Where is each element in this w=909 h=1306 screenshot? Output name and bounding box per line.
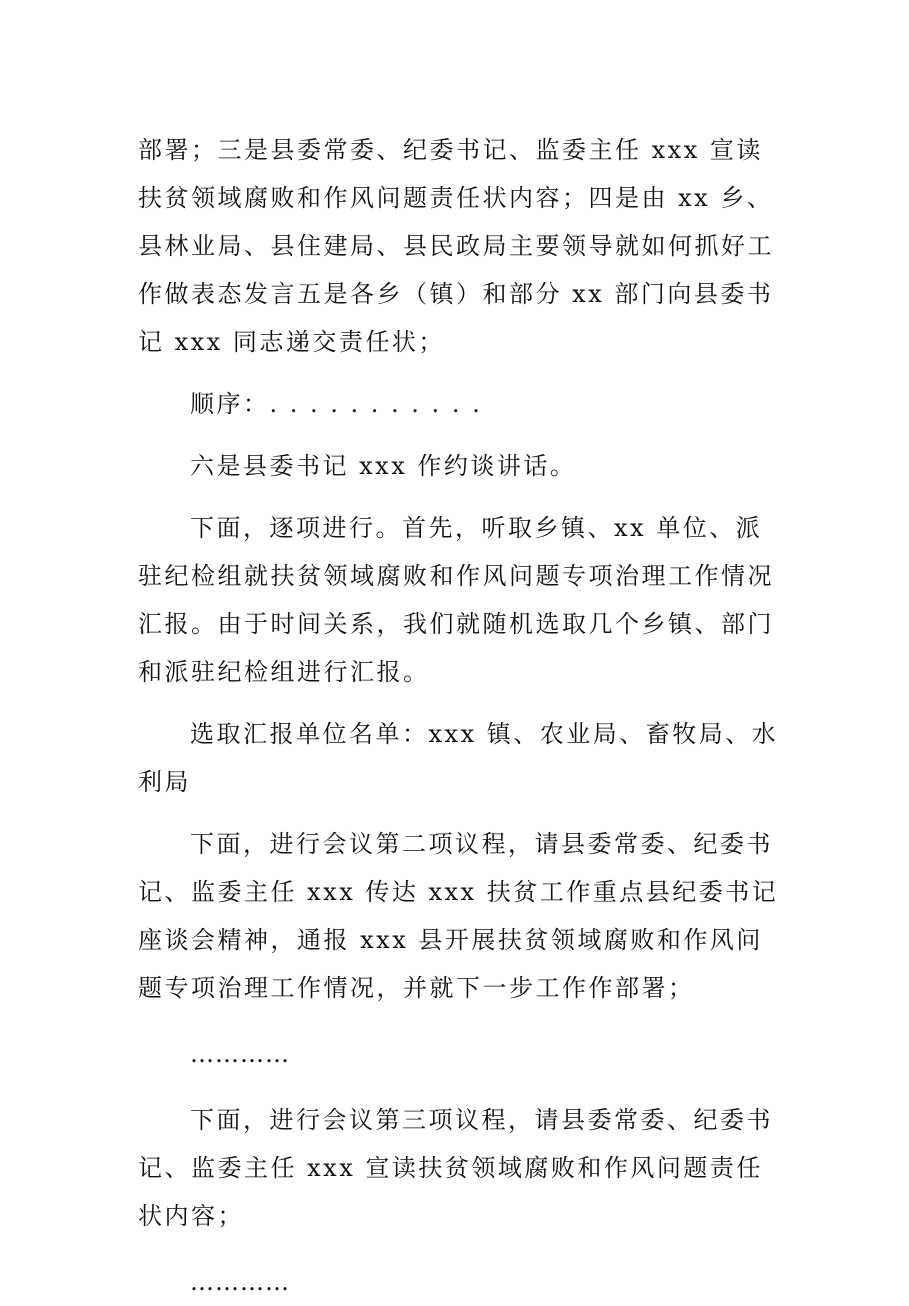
paragraph-selected-units: 选取汇报单位名单：xxx 镇、农业局、畜牧局、水利局 [138, 720, 779, 796]
paragraph-item-six: 六是县委书记 xxx 作约谈讲话。 [190, 452, 577, 480]
paragraph-ellipsis-2: ………… [190, 1268, 290, 1296]
paragraph-third-agenda: 下面，进行会议第三项议程，请县委常委、纪委书记、监委主任 xxx 宣读扶贫领域腐败和作风问题责任状内容； [138, 1106, 773, 1230]
paragraph-proceed: 下面，逐项进行。首先，听取乡镇、xx 单位、派驻纪检组就扶贫领域腐败和作风问题专项治理工作情况汇报。由于时间关系，我们就随机选取几个乡镇、部门和派驻纪检组进行汇报。 [138, 514, 774, 686]
paragraph-second-agenda: 下面，进行会议第二项议程，请县委常委、纪委书记、监委主任 xxx 传达 xxx 扶贫工作重点县纪委书记座谈会精神，通报 xxx 县开展扶贫领域腐败和作风问题专项治理工作情况，并就下一步工作作部署； [138, 830, 779, 1002]
paragraph-order: 顺序：. . . . . . . . . . . [190, 390, 483, 418]
paragraph-agenda-continuation: 部署；三是县委常委、纪委书记、监委主任 xxx 宣读扶贫领域腐败和作风问题责任状内容；四是由 xx 乡、县林业局、县住建局、县民政局主要领导就如何抓好工作做表态发言五是各乡（镇）和部分 xx 部门向县委书记 xxx 同志递交责任状； [138, 136, 774, 356]
paragraph-ellipsis-1: ………… [190, 1040, 290, 1068]
